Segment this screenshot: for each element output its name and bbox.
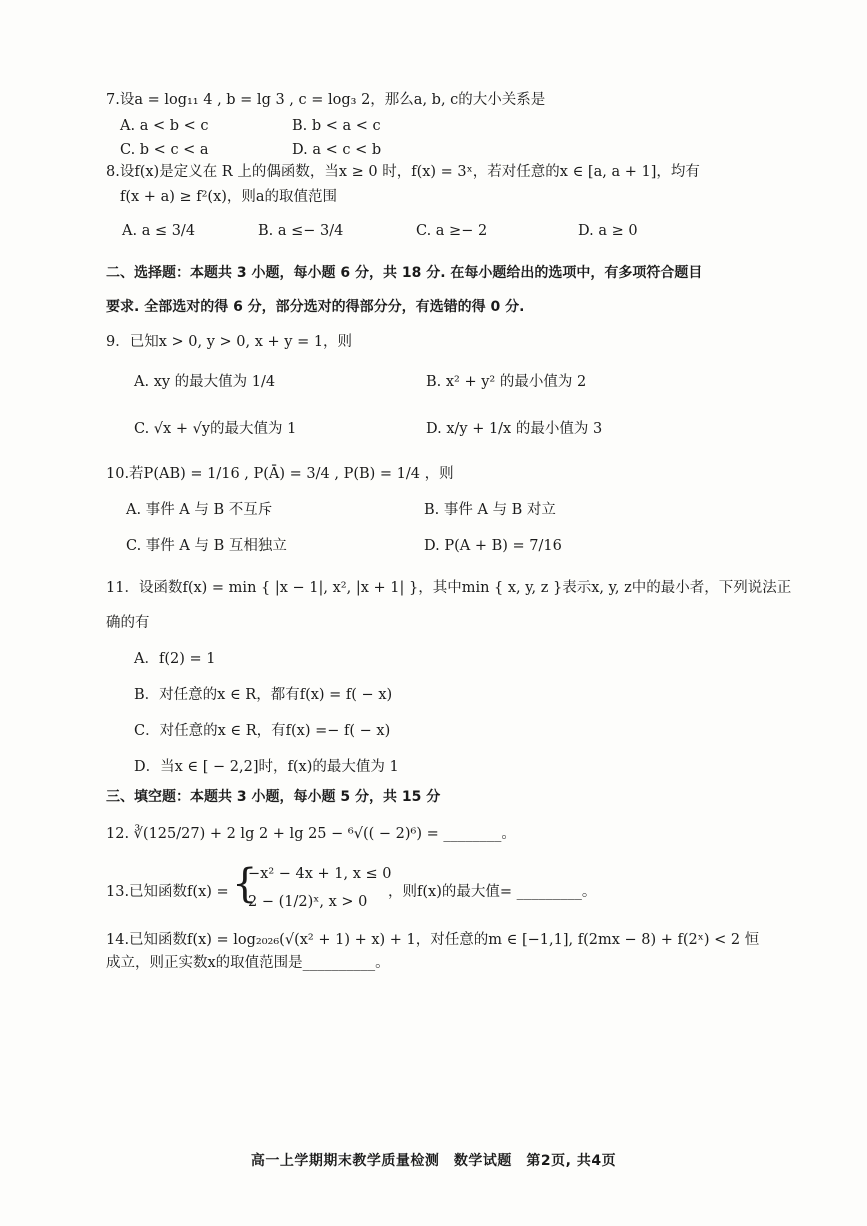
q7-option-b: B. b < a < c [292, 118, 381, 134]
section3-heading: 三、填空题：本题共 3 小题，每小题 5 分，共 15 分 [106, 789, 441, 805]
q11-option-d: D．当x ∈ [ − 2,2]时，f(x)的最大值为 1 [134, 759, 399, 775]
q14-line2: 成立，则正实数x的取值范围是__________。 [106, 955, 390, 971]
page-footer: 高一上学期期末教学质量检测 数学试题 第2页, 共4页 [250, 1153, 617, 1169]
q13-case1: −x² − 4x + 1, x ≤ 0 [248, 866, 392, 882]
q9-option-b: B. x² + y² 的最小值为 2 [426, 374, 587, 390]
q8-option-d: D. a ≥ 0 [578, 223, 638, 239]
q13-brace: { [232, 861, 258, 907]
q13-case2: 2 − (1/2)ˣ, x > 0 [248, 894, 368, 910]
q10-option-a: A. 事件 A 与 B 不互斥 [126, 502, 273, 518]
q8-stem-line2: f(x + a) ≥ f²(x)，则a的取值范围 [120, 189, 338, 205]
q11-option-c: C．对任意的x ∈ R，有f(x) =− f( − x) [134, 723, 391, 739]
q13-suffix: ，则f(x)的最大值= _________。 [388, 884, 597, 900]
section2-heading-line1: 二、选择题：本题共 3 小题，每小题 6 分，共 18 分. 在每小题给出的选项中，有多项符合题目 [106, 265, 703, 281]
q11-stem-line2: 确的有 [106, 615, 150, 631]
q8-option-c: C. a ≥− 2 [416, 223, 488, 239]
q11-option-a: A．f(2) = 1 [134, 651, 216, 667]
q9-option-d: D. x/y + 1/x 的最小值为 3 [426, 421, 603, 437]
q11-option-b: B．对任意的x ∈ R，都有f(x) = f( − x) [134, 687, 393, 703]
q7-stem: 7.设a = log₁₁ 4 , b = lg 3 , c = log₃ 2，那么a, b, c的大小关系是 [106, 92, 546, 108]
q14-line1: 14.已知函数f(x) = log₂₀₂₆(√(x² + 1) + x) + 1，对任意的m ∈ [−1,1], f(2mx − 8) + f(2ˣ) < 2 恒 [106, 932, 760, 948]
q8-option-b: B. a ≤− 3/4 [258, 223, 344, 239]
q7-option-c: C. b < c < a [120, 142, 209, 158]
q10-option-d: D. P(A + B) = 7/16 [424, 538, 562, 554]
q9-stem: 9．已知x > 0, y > 0, x + y = 1，则 [106, 334, 353, 350]
q13-prefix: 13.已知函数f(x) = [106, 884, 229, 900]
q7-option-d: D. a < c < b [292, 142, 382, 158]
q10-option-b: B. 事件 A 与 B 对立 [424, 502, 556, 518]
q10-stem: 10.若P(AB) = 1/16 , P(Ā) = 3/4 , P(B) = 1/4 ，则 [106, 466, 454, 482]
section2-heading-line2: 要求. 全部选对的得 6 分，部分选对的得部分分，有选错的得 0 分. [106, 299, 525, 315]
q9-option-a: A. xy 的最大值为 1/4 [134, 374, 276, 390]
q8-option-a: A. a ≤ 3/4 [122, 223, 196, 239]
q11-stem-line1: 11．设函数f(x) = min { |x − 1|, x², |x + 1| }，其中min { x, y, z }表示x, y, z中的最小者，下列说法正 [106, 580, 792, 596]
q8-stem-line1: 8.设f(x)是定义在 R 上的偶函数，当x ≥ 0 时，f(x) = 3ˣ，若对任意的x ∈ [a, a + 1]，均有 [106, 164, 700, 180]
q7-option-a: A. a < b < c [120, 118, 209, 134]
q9-option-c: C. √x + √y的最大值为 1 [134, 421, 297, 437]
q10-option-c: C. 事件 A 与 B 互相独立 [126, 538, 287, 554]
q12-text: 12. ∛(125/27) + 2 lg 2 + lg 25 − ⁶√(( − 2)⁶) = ________。 [106, 826, 516, 842]
